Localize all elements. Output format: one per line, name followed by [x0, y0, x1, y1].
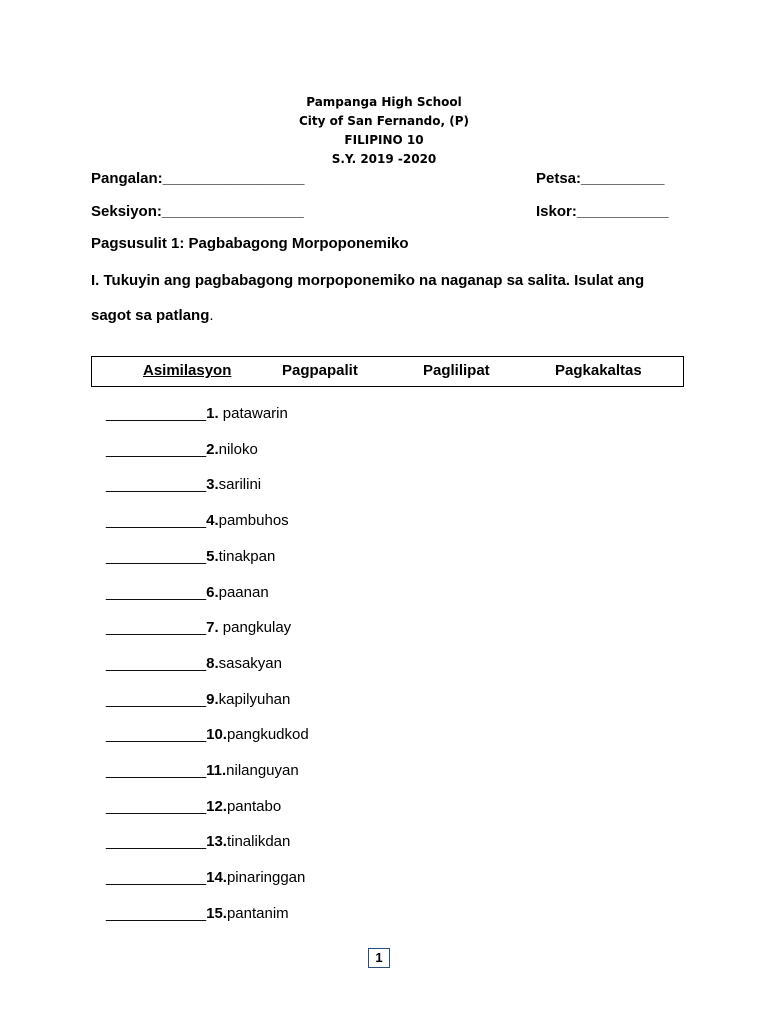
item-number: 4. [206, 512, 219, 529]
item-number: 1. [206, 405, 219, 422]
item-number: 11. [206, 762, 227, 779]
list-item [106, 512, 289, 530]
item-word: sasakyan [218, 655, 282, 672]
date-field[interactable]: Petsa:__________ [536, 170, 665, 187]
list-item [106, 441, 258, 459]
list-item [106, 584, 269, 602]
item-word: pangkudkod [226, 726, 309, 743]
item-word: nilanguyan [226, 762, 299, 779]
answer-blank[interactable]: ____________ [106, 905, 207, 922]
choice-paglilipat: Paglilipat [423, 362, 490, 379]
choice-pagkakaltas: Pagkakaltas [555, 362, 642, 379]
page-number: 1 [368, 948, 390, 968]
list-item [106, 798, 281, 816]
item-word: tinalikdan [226, 833, 291, 850]
item-word: kapilyuhan [218, 691, 291, 708]
list-item [106, 619, 291, 637]
school-name: Pampanga High School [306, 95, 462, 109]
item-number: 8. [206, 655, 219, 672]
score-field[interactable]: Iskor:___________ [536, 203, 669, 220]
answer-blank[interactable]: ____________ [106, 726, 207, 743]
item-number: 3. [206, 476, 219, 493]
section-field[interactable]: Seksiyon:_________________ [91, 203, 304, 220]
answer-blank[interactable]: ____________ [106, 762, 207, 779]
item-number: 14. [206, 869, 227, 886]
item-number: 12. [206, 798, 227, 815]
instructions-line-1: I. Tukuyin ang pagbabagong morpoponemiko na naganap sa salita. Isulat ang [91, 272, 645, 289]
item-number: 7. [206, 619, 219, 636]
choice-pagpapalit: Pagpapalit [282, 362, 358, 379]
item-word: pantabo [226, 798, 282, 815]
school-city: City of San Fernando, (P) [298, 114, 470, 128]
answer-blank[interactable]: ____________ [106, 691, 207, 708]
instructions-line-2 [91, 307, 214, 325]
answer-blank[interactable]: ____________ [106, 833, 207, 850]
answer-blank[interactable]: ____________ [106, 476, 207, 493]
answer-blank[interactable]: ____________ [106, 584, 207, 601]
instructions-line-2-text: sagot sa patlang [91, 307, 210, 324]
item-word: pinaringgan [226, 869, 306, 886]
list-item [106, 405, 288, 423]
item-word: pantanim [226, 905, 289, 922]
list-item [106, 655, 282, 673]
answer-blank[interactable]: ____________ [106, 655, 207, 672]
list-item [106, 905, 289, 923]
item-word: paanan [218, 584, 269, 601]
list-item [106, 833, 290, 851]
answer-blank[interactable]: ____________ [106, 405, 207, 422]
item-number: 13. [206, 833, 227, 850]
answer-blank[interactable]: ____________ [106, 512, 207, 529]
name-field[interactable]: Pangalan:_________________ [91, 170, 305, 187]
list-item [106, 762, 299, 780]
item-word: patawarin [218, 405, 288, 422]
answer-blank[interactable]: ____________ [106, 441, 207, 458]
list-item [106, 691, 290, 709]
list-item [106, 476, 261, 494]
item-word: sarilini [218, 476, 262, 493]
item-number: 15. [206, 905, 227, 922]
item-number: 2. [206, 441, 219, 458]
choices-box [91, 356, 684, 387]
choice-asimilasyon: Asimilasyon [143, 362, 232, 379]
subject-name: FILIPINO 10 [344, 133, 424, 147]
item-number: 10. [206, 726, 227, 743]
list-item [106, 869, 305, 887]
list-item [106, 726, 309, 744]
item-number: 5. [206, 548, 219, 565]
answer-blank[interactable]: ____________ [106, 548, 207, 565]
item-word: pambuhos [218, 512, 289, 529]
item-word: tinakpan [218, 548, 276, 565]
answer-blank[interactable]: ____________ [106, 798, 207, 815]
item-word: pangkulay [218, 619, 292, 636]
quiz-title: Pagsusulit 1: Pagbabagong Morpoponemiko [91, 235, 409, 252]
school-year: S.Y. 2019 -2020 [331, 152, 437, 166]
item-number: 6. [206, 584, 219, 601]
instructions-period: . [209, 307, 214, 324]
item-number: 9. [206, 691, 219, 708]
list-item [106, 548, 275, 566]
answer-blank[interactable]: ____________ [106, 869, 207, 886]
answer-blank[interactable]: ____________ [106, 619, 207, 636]
item-word: niloko [218, 441, 258, 458]
